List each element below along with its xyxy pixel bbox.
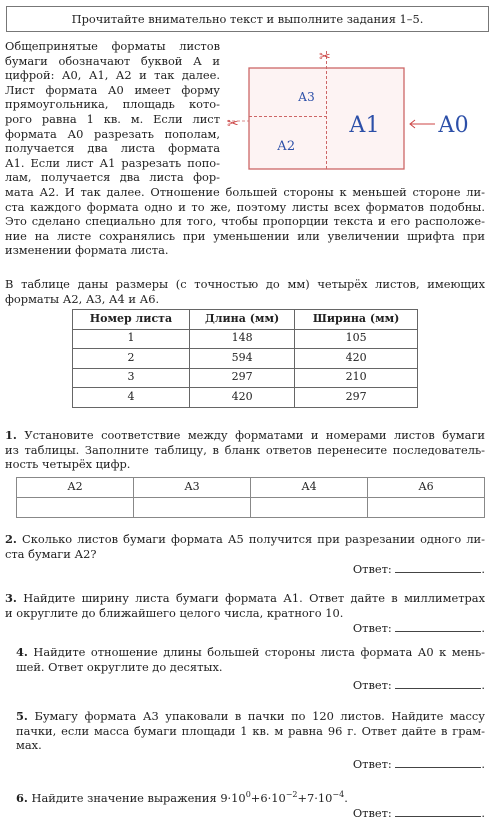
answer-line[interactable] <box>395 678 481 689</box>
intro-line: А1. Если лист А1 разрезать попо- <box>5 155 220 170</box>
intro-line: получается два листа формата <box>5 141 220 156</box>
intro-line: изменении формата листа. <box>5 243 169 258</box>
answer-cell-a6[interactable] <box>368 498 485 518</box>
intro-line: формата А0 разрезать пополам, <box>5 126 220 141</box>
scissors-top-icon: ✂ <box>319 49 331 65</box>
intro-line: мата А2. И так далее. Отношение большей стороны к меньшей стороне ли- <box>5 185 485 199</box>
math-expression: $9\cdot 10^0+6\cdot 10^{-2}+7\cdot 10^{-4}$. <box>220 790 348 805</box>
intro-line: прямоугольника, площадь кото- <box>5 97 220 112</box>
answer-5: Ответ: . <box>352 757 485 771</box>
question-text: мах. <box>16 738 42 753</box>
intro-paragraph-wide <box>5 185 485 258</box>
scissors-left-icon: ✂ <box>227 116 239 132</box>
intro-line: ние на листе сохранялись при уменьшении или увеличении шрифта при <box>5 228 485 243</box>
label-a2: А2 <box>277 139 296 154</box>
table-intro <box>5 277 485 306</box>
question-text: ста бумаги А2? <box>5 546 97 561</box>
question-text: и округлите до ближайшего целого числа, кратного 10. <box>5 605 344 620</box>
table-row <box>73 388 418 408</box>
question-number: 6. <box>16 791 28 805</box>
paper-format-diagram <box>227 46 487 172</box>
question-text: Найдите ширину листа бумаги формата А1. Ответ дайте в миллиметрах <box>23 591 486 605</box>
format-a4-header: А4 <box>251 478 368 498</box>
cell: 420 <box>189 388 294 408</box>
header-width: Ширина (мм) <box>295 310 418 330</box>
answer-line[interactable] <box>395 562 481 573</box>
cell: 4 <box>73 388 190 408</box>
intro-line: Это сделано специально для того, чтобы пропорции текста и его расположе- <box>5 214 485 229</box>
intro-line: лам, получается два листа фор- <box>5 170 220 185</box>
table-header-row <box>73 310 418 330</box>
answer-label: Ответ: <box>352 621 392 635</box>
answer-label: Ответ: <box>352 757 392 771</box>
intro-line: цифрой: А0, А1, А2 и так далее. <box>5 68 220 83</box>
cell: 210 <box>295 368 418 388</box>
cell: 297 <box>295 388 418 408</box>
label-a3: А3 <box>298 90 315 104</box>
question-number: 4. <box>16 645 28 659</box>
header-length: Длина (мм) <box>189 310 294 330</box>
answer-6: Ответ: . <box>352 806 485 820</box>
question-text: из таблицы. Заполните таблицу, в бланк ответов перенесите последователь- <box>5 442 485 457</box>
table-row <box>73 349 418 369</box>
table-row <box>73 329 418 349</box>
question-text: Установите соответствие между форматами и номерами листов бумаги <box>24 428 485 442</box>
question-2 <box>5 532 485 561</box>
question-5 <box>16 709 485 753</box>
label-a1: А1 <box>349 113 380 138</box>
answer-3: Ответ: . <box>352 621 485 635</box>
format-a6-header: А6 <box>368 478 485 498</box>
sheet-dimensions-table <box>72 309 418 408</box>
answer-line[interactable] <box>395 806 481 817</box>
question-number: 2. <box>5 532 17 546</box>
intro-line: ста каждого формата одно и то же, поэтому листы всех форматов подобны. <box>5 199 485 214</box>
answer-input-row <box>17 498 485 518</box>
question-text: ность четырёх цифр. <box>5 457 131 472</box>
format-a2-header: А2 <box>17 478 134 498</box>
question-number: 5. <box>16 709 28 723</box>
label-a0: А0 <box>438 113 469 138</box>
cell: 594 <box>189 349 294 369</box>
question-text: Найдите отношение длины большей стороны листа формата А0 к мень- <box>33 645 485 659</box>
answer-line[interactable] <box>395 757 481 768</box>
answer-label: Ответ: <box>352 806 392 820</box>
intro-line: Лист формата А0 имеет форму <box>5 82 220 97</box>
question-text: шей. Ответ округлите до десятых. <box>16 659 223 674</box>
answer-label: Ответ: <box>352 562 392 576</box>
instructions-header: Прочитайте внимательно текст и выполните задания 1–5. <box>6 6 489 32</box>
table-intro-line: форматы А2, А3, А4 и А6. <box>5 291 160 306</box>
table-intro-line: В таблице даны размеры (с точностью до мм) четырёх листов, имеющих <box>5 277 485 291</box>
intro-paragraph <box>5 39 220 185</box>
question-4 <box>16 645 485 674</box>
cell: 2 <box>73 349 190 369</box>
answer-line[interactable] <box>395 621 481 632</box>
intro-line: Общепринятые форматы листов <box>5 39 220 53</box>
cell: 420 <box>295 349 418 369</box>
question-text: Сколько листов бумаги формата А5 получится при разрезании одного ли- <box>22 532 485 546</box>
question-1 <box>5 428 485 472</box>
header-sheet-number: Номер листа <box>73 310 190 330</box>
format-a3-header: А3 <box>134 478 251 498</box>
answer-cell-a3[interactable] <box>134 498 251 518</box>
answer-cell-a4[interactable] <box>251 498 368 518</box>
answer-4: Ответ: . <box>352 678 485 692</box>
cell: 105 <box>295 329 418 349</box>
answer-matching-table <box>16 477 485 518</box>
question-6 <box>16 791 485 806</box>
answer-2: Ответ: . <box>352 562 485 576</box>
question-text: Найдите значение выражения <box>31 791 217 805</box>
question-number: 1. <box>5 428 17 442</box>
answer-header-row <box>17 478 485 498</box>
cell: 1 <box>73 329 190 349</box>
answer-cell-a2[interactable] <box>17 498 134 518</box>
question-3 <box>5 591 485 620</box>
intro-line: бумаги обозначают буквой А и <box>5 53 220 68</box>
intro-line: рого равна 1 кв. м. Если лист <box>5 111 220 126</box>
question-text: пачки, если масса бумаги площади 1 кв. м равна 96 г. Ответ дайте в грам- <box>16 723 485 738</box>
table-row <box>73 368 418 388</box>
cell: 297 <box>189 368 294 388</box>
question-text: Бумагу формата А3 упаковали в пачки по 120 листов. Найдите массу <box>34 709 485 723</box>
question-number: 3. <box>5 591 17 605</box>
cell: 148 <box>189 329 294 349</box>
answer-label: Ответ: <box>352 678 392 692</box>
cell: 3 <box>73 368 190 388</box>
